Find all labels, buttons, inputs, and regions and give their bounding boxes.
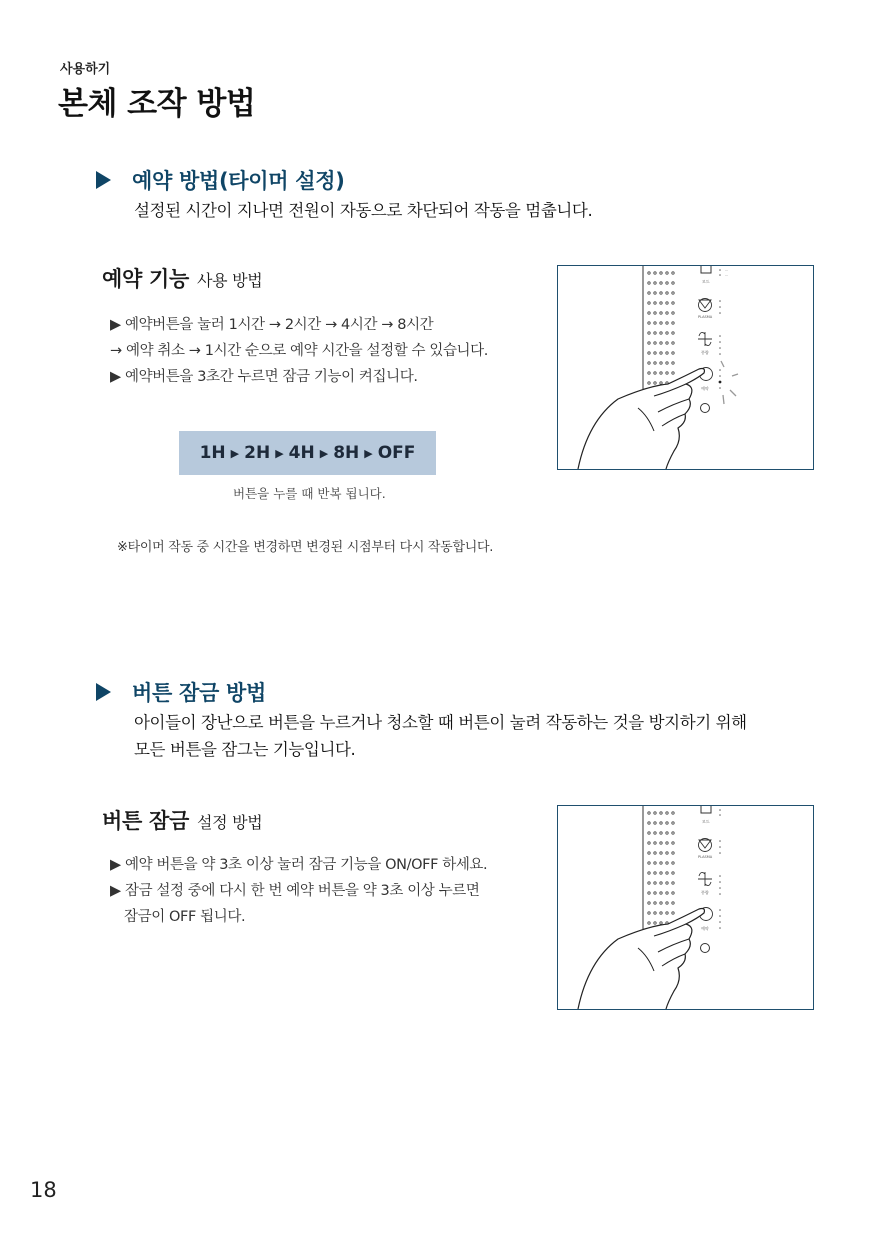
svg-text:···: ··· [725, 269, 729, 273]
page-number: 18 [30, 1178, 57, 1202]
sequence-step: 4H [288, 443, 315, 463]
timer-subheading-small: 사용 방법 [196, 271, 263, 290]
lock-section-description [134, 709, 747, 763]
timer-subheading [102, 263, 262, 293]
mode-label: 모드 [702, 279, 710, 284]
lock-section-heading [96, 677, 266, 707]
svg-text:···: ··· [725, 274, 729, 278]
timer-section-title: 예약 방법(타이머 설정) [132, 169, 345, 193]
lock-instruction-line: 잠금이 OFF 됩니다. [124, 909, 246, 925]
sequence-step: 2H [244, 443, 271, 463]
airflow-label: 풍량 [701, 350, 709, 355]
airflow-label: 풍량 [701, 890, 709, 895]
speaker-grille [648, 272, 674, 384]
sequence-arrow-icon: ▶ [364, 446, 373, 460]
control-panel-drawing [558, 266, 813, 469]
timer-note: ※타이머 작동 중 시간을 변경하면 변경된 시점부터 다시 작동합니다. [117, 540, 494, 555]
lock-instruction-line: ▶ 예약 버튼을 약 3초 이상 눌러 잠금 기능을 ON/OFF 하세요. [110, 857, 488, 873]
speaker-grille [648, 812, 674, 924]
mode-label: 모드 [702, 819, 710, 824]
mode-button-icon [701, 806, 711, 813]
lock-button-illustration [557, 805, 814, 1010]
sequence-step: 1H [199, 443, 226, 463]
hand-drawing [578, 909, 704, 1010]
timer-instruction-line: → 예약 취소 → 1시간 순으로 예약 시간을 설정할 수 있습니다. [110, 343, 488, 359]
sequence-arrow-icon: ▶ [275, 446, 284, 460]
lock-subheading-small: 설정 방법 [196, 813, 263, 832]
power-button-icon [701, 944, 710, 953]
sequence-arrow-icon: ▶ [230, 446, 240, 460]
press-spark-icon [721, 361, 738, 404]
timer-label: 예약 [701, 926, 709, 931]
airflow-button-icon [698, 332, 712, 346]
lock-subheading-main: 버튼 잠금 [102, 809, 189, 833]
timer-instruction-line: ▶ 예약버튼을 눌러 1시간 → 2시간 → 4시간 → 8시간 [110, 317, 434, 333]
timer-sequence-box [179, 431, 436, 475]
control-panel-drawing [558, 806, 813, 1009]
timer-instructions [110, 312, 488, 390]
hand-drawing [578, 369, 704, 470]
sequence-step: OFF [377, 443, 416, 463]
sequence-step: 8H [333, 443, 360, 463]
triangle-bullet-icon [96, 171, 111, 189]
airflow-button-icon [698, 872, 712, 886]
timer-section-heading [96, 165, 345, 195]
page-title: 본체 조작 방법 [58, 86, 256, 122]
timer-button-illustration [557, 265, 814, 470]
plasma-label: PLASMA [698, 315, 713, 319]
timer-subheading-main: 예약 기능 [102, 267, 189, 291]
lock-subheading [102, 805, 262, 835]
sequence-arrow-icon: ▶ [319, 446, 329, 460]
section-eyebrow: 사용하기 [60, 62, 111, 77]
timer-section-description: 설정된 시간이 지나면 전원이 자동으로 차단되어 작동을 멈춥니다. [134, 201, 593, 220]
lock-section-title: 버튼 잠금 방법 [132, 681, 266, 705]
plasma-label: PLASMA [698, 855, 713, 859]
lock-description-line: 아이들이 장난으로 버튼을 누르거나 청소할 때 버튼이 눌려 작동하는 것을 방지하기 위해 [134, 713, 747, 732]
lock-instruction-line: ▶ 잠금 설정 중에 다시 한 번 예약 버튼을 약 3초 이상 누르면 [110, 883, 480, 899]
lock-description-line: 모든 버튼을 잠그는 기능입니다. [134, 740, 356, 759]
power-button-icon [701, 404, 710, 413]
plasma-button-icon [699, 300, 711, 308]
timer-instruction-line: ▶ 예약버튼을 3초간 누르면 잠금 기능이 켜집니다. [110, 369, 418, 385]
mode-button-icon [701, 266, 711, 273]
plasma-button-icon [699, 840, 711, 848]
lock-instructions [110, 852, 487, 930]
timer-label: 예약 [701, 386, 709, 391]
sequence-caption: 버튼을 누를 때 반복 됩니다. [233, 486, 386, 501]
triangle-bullet-icon [96, 683, 111, 701]
